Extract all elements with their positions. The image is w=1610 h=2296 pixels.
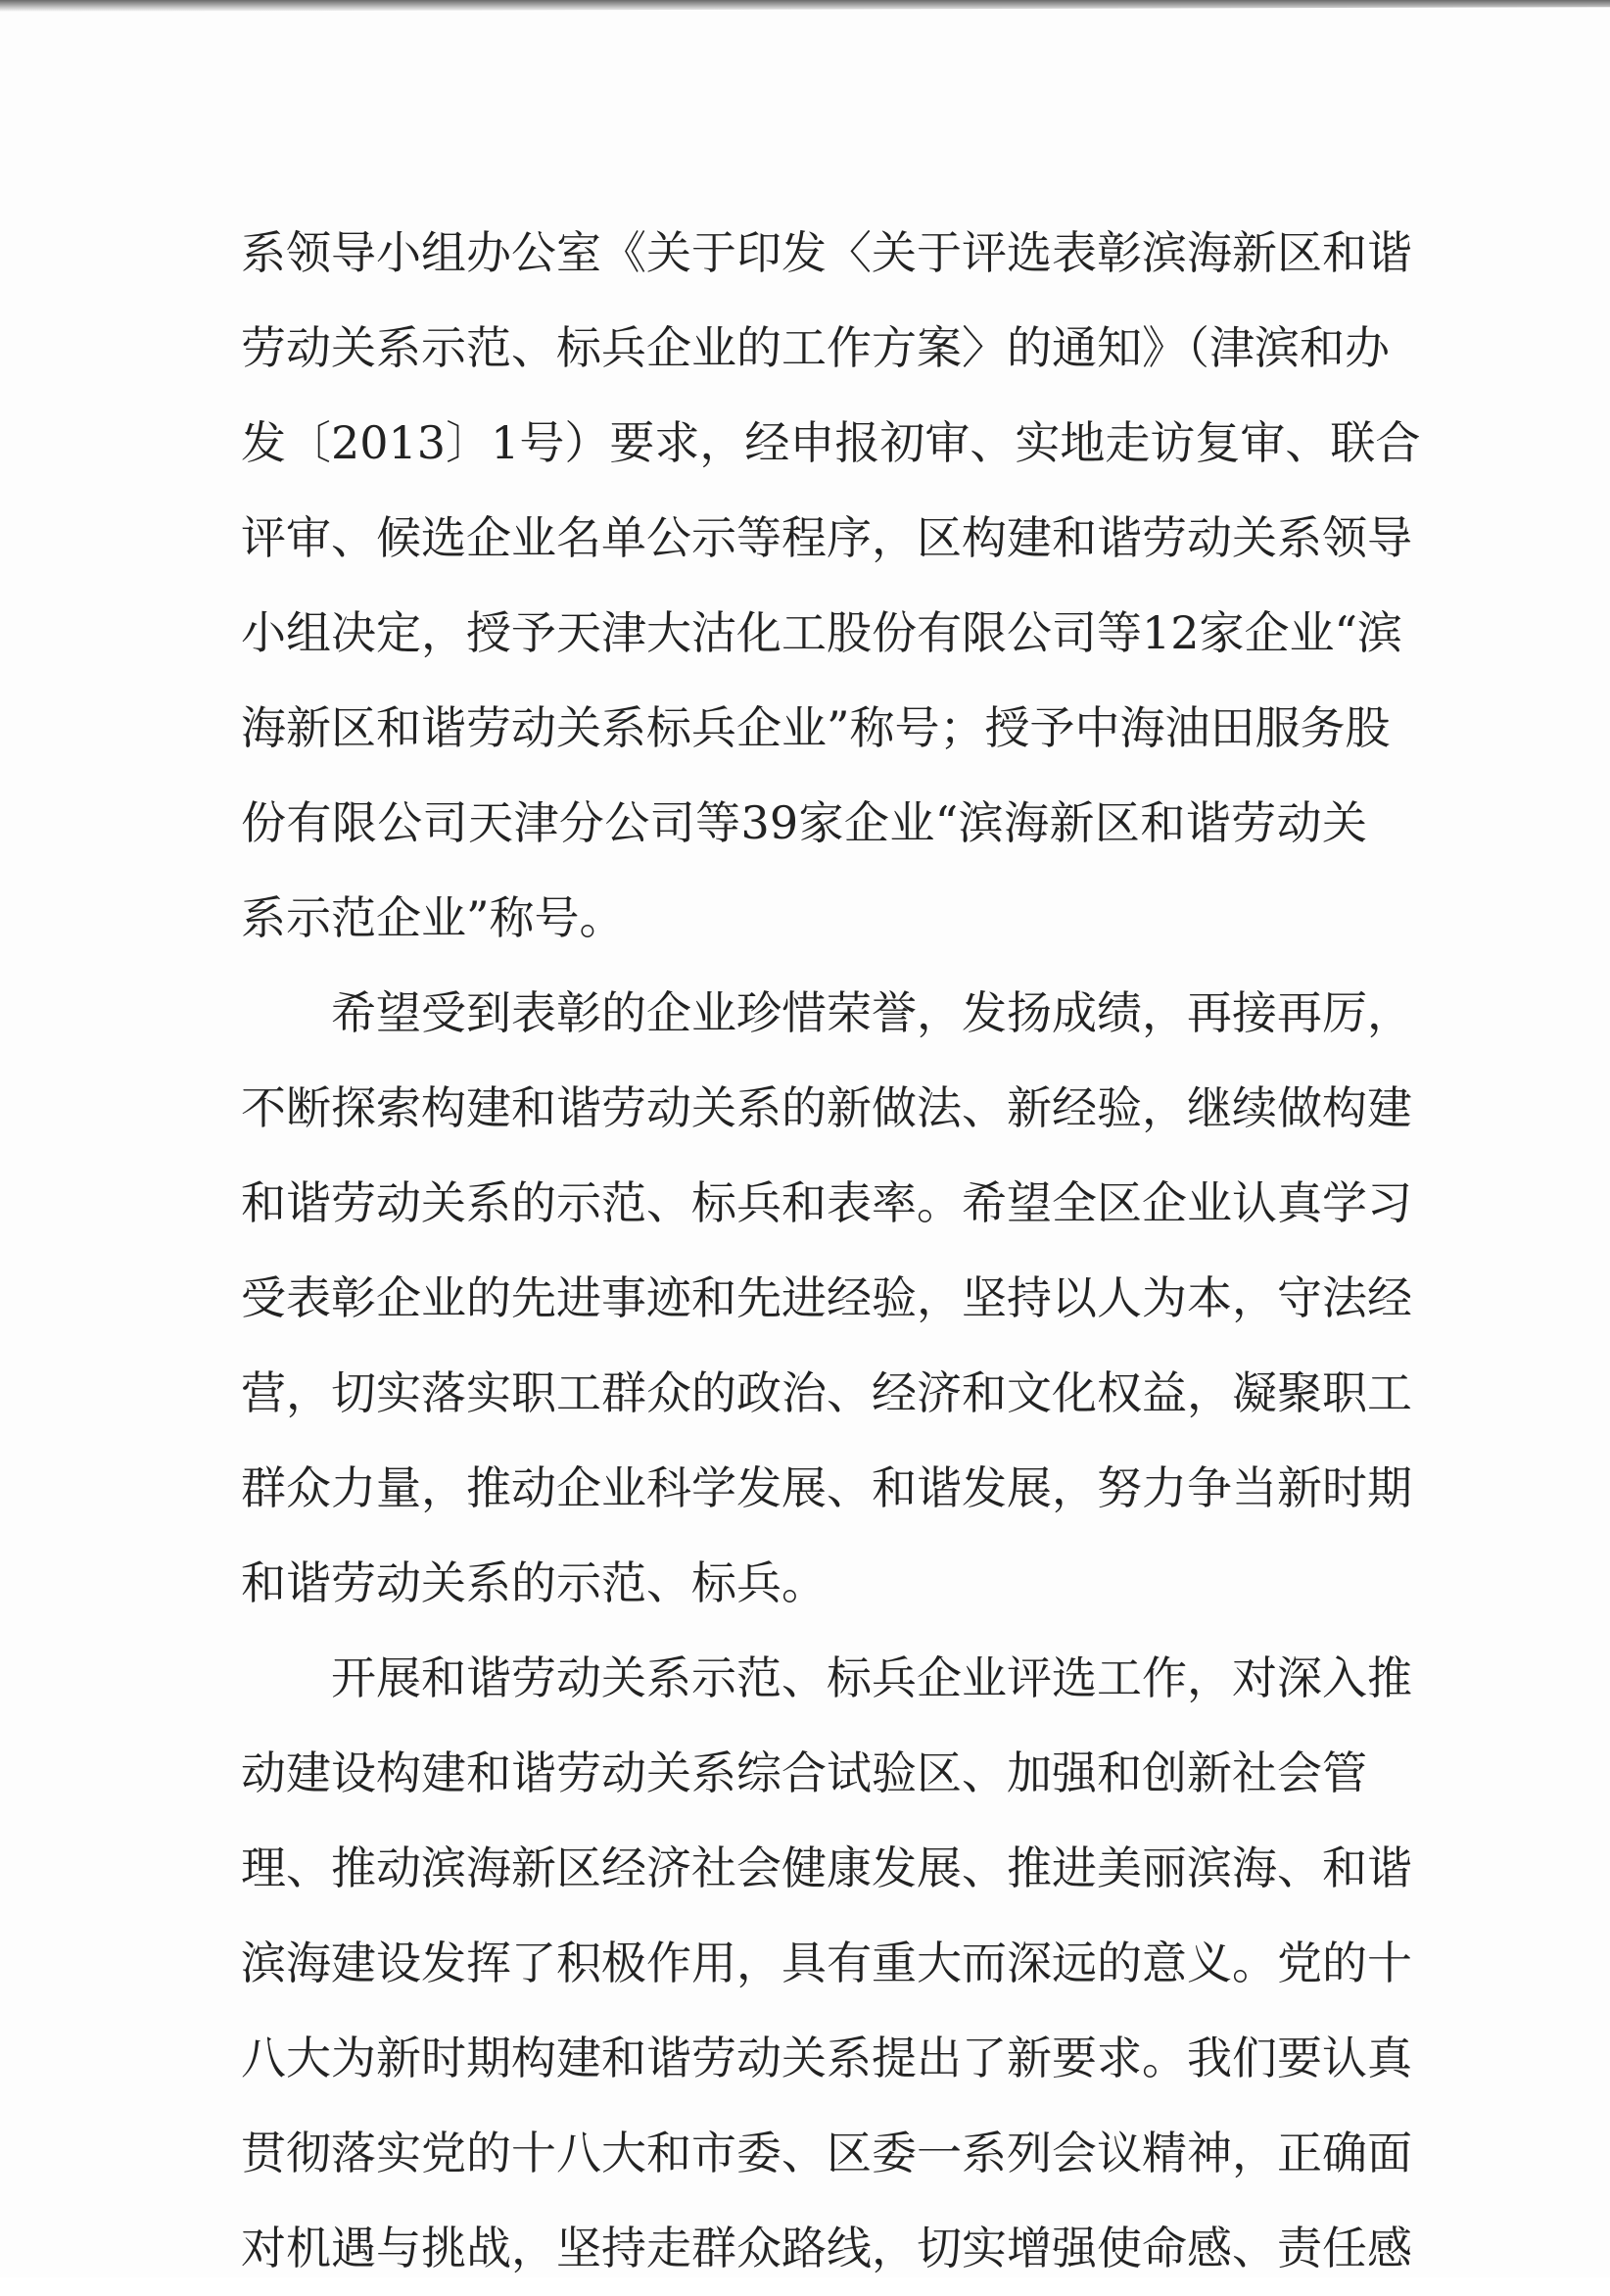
text-line: 对机遇与挑战，坚持走群众路线，切实增强使命感、责任感 xyxy=(241,2222,1412,2274)
text-line: 受表彰企业的先进事迹和先进经验，坚持以人为本，守法经 xyxy=(241,1271,1412,1324)
text-line: 评审、候选企业名单公示等程序，区构建和谐劳动关系领导 xyxy=(241,511,1412,564)
text-line: 和谐劳动关系的示范、标兵。 xyxy=(241,1556,827,1609)
text-line: 份有限公司天津分公司等39家企业“滨海新区和谐劳动关 xyxy=(241,796,1367,849)
text-line: 和谐劳动关系的示范、标兵和表率。希望全区企业认真学习 xyxy=(241,1176,1412,1229)
paragraph-3 xyxy=(241,1631,1412,2296)
text-line: 开展和谐劳动关系示范、标兵企业评选工作，对深入推 xyxy=(331,1651,1412,1704)
body-text xyxy=(241,206,1421,2296)
text-line: 希望受到表彰的企业珍惜荣誉，发扬成绩，再接再厉， xyxy=(331,986,1412,1039)
paragraph-2 xyxy=(241,966,1412,1631)
text-line: 贯彻落实党的十八大和市委、区委一系列会议精神，正确面 xyxy=(241,2127,1412,2179)
text-line: 营，切实落实职工群众的政治、经济和文化权益，凝聚职工 xyxy=(241,1366,1412,1419)
text-line: 不断探索构建和谐劳动关系的新做法、新经验，继续做构建 xyxy=(241,1081,1412,1134)
text-line: 海新区和谐劳动关系标兵企业”称号；授予中海油田服务股 xyxy=(241,701,1391,754)
text-line: 发〔2013〕1号）要求，经申报初审、实地走访复审、联合 xyxy=(241,416,1421,469)
text-line: 群众力量，推动企业科学发展、和谐发展，努力争当新时期 xyxy=(241,1461,1412,1514)
text-line: 八大为新时期构建和谐劳动关系提出了新要求。我们要认真 xyxy=(241,2032,1412,2084)
text-line: 理、推动滨海新区经济社会健康发展、推进美丽滨海、和谐 xyxy=(241,1842,1412,1894)
text-line: 系领导小组办公室《关于印发〈关于评选表彰滨海新区和谐 xyxy=(241,226,1412,279)
text-line: 系示范企业”称号。 xyxy=(241,891,625,944)
text-line: 小组决定，授予天津大沽化工股份有限公司等12家企业“滨 xyxy=(241,606,1403,659)
paragraph-1 xyxy=(241,206,1421,966)
text-line: 劳动关系示范、标兵企业的工作方案〉的通知》（津滨和办 xyxy=(241,321,1390,374)
scan-top-edge xyxy=(0,0,1610,12)
text-line: 滨海建设发挥了积极作用，具有重大而深远的意义。党的十 xyxy=(241,1937,1412,1989)
text-line: 动建设构建和谐劳动关系综合试验区、加强和创新社会管 xyxy=(241,1746,1367,1799)
